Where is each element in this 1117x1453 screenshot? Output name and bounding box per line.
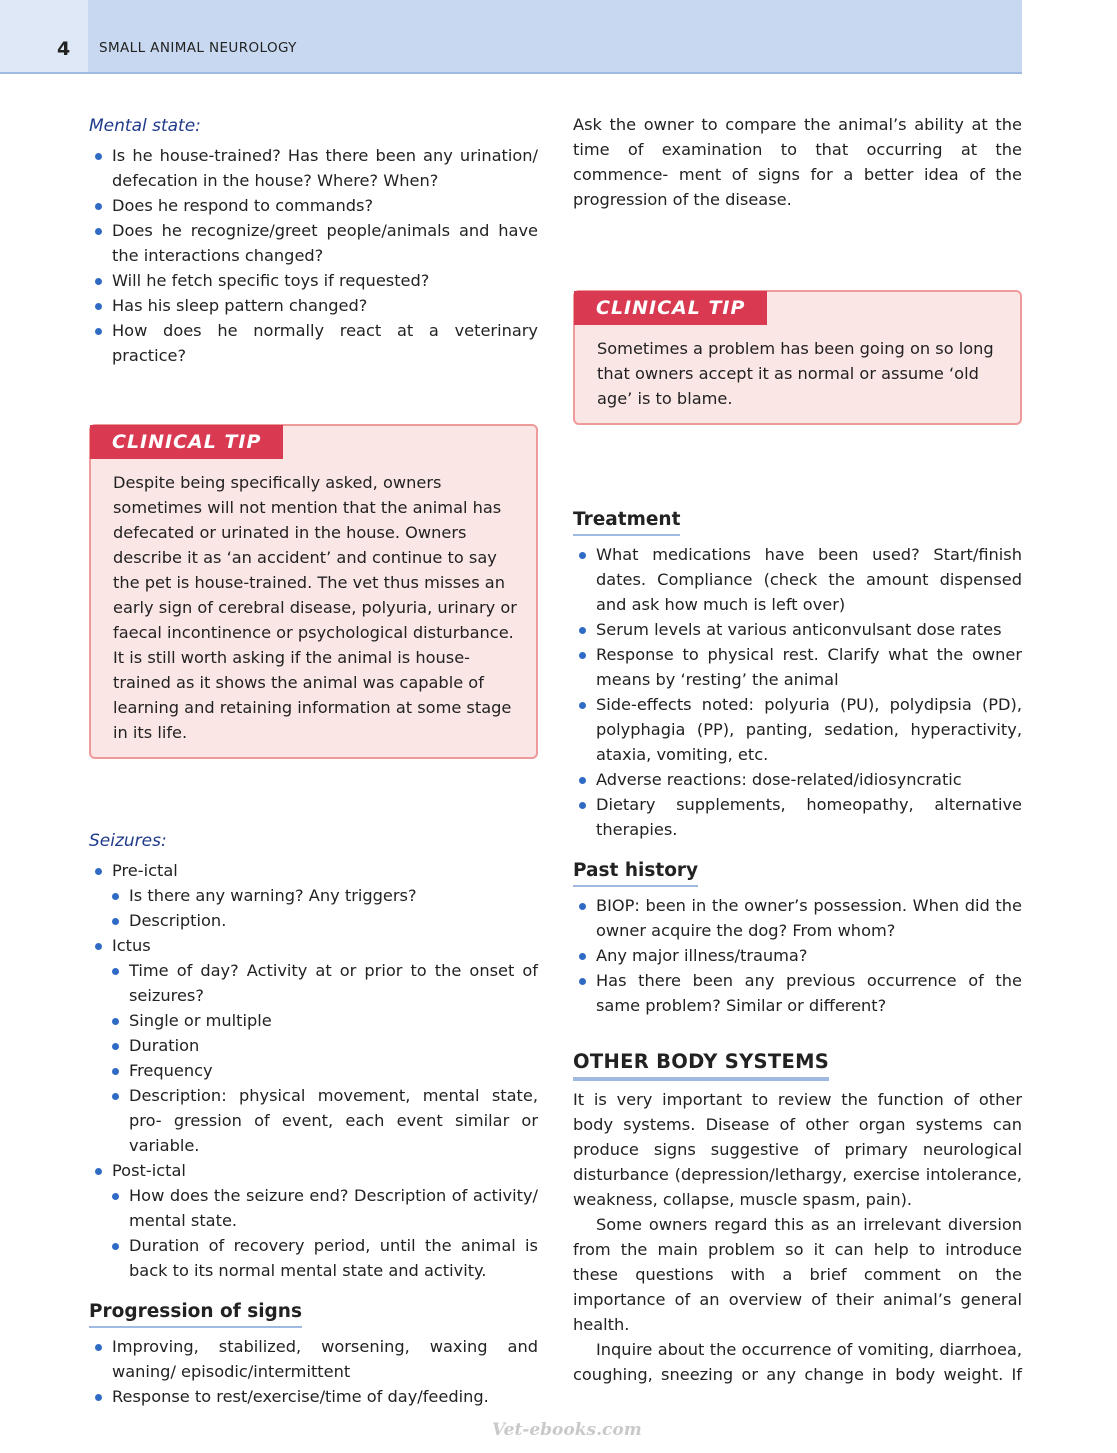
sub-list-item: Time of day? Activity at or prior to the onset of seizures? [89, 958, 538, 1008]
mental-state-list [89, 143, 538, 368]
clinical-tip-box [573, 290, 1022, 425]
progression-list [89, 1334, 538, 1409]
sub-list-item: Frequency [89, 1058, 538, 1083]
page-number: 4 [57, 38, 71, 60]
list-item: Serum levels at various anticonvulsant dose rates [573, 617, 1022, 642]
body-paragraph: It is very important to review the function of other body systems. Disease of other organ systems can produce signs suggestive of primary neurological disturbance (depression/lethargy, exercise intolerance, weakness, collapse, muscle spasm, pain). [573, 1090, 1022, 1209]
sub-list-item: Duration of recovery period, until the animal is back to its normal mental state and activity. [89, 1233, 538, 1283]
progression-section [89, 1299, 538, 1328]
list-item: Improving, stabilized, worsening, waxing and waning/ episodic/intermittent [89, 1334, 538, 1384]
running-head: SMALL ANIMAL NEUROLOGY [99, 40, 297, 56]
treatment-list [573, 542, 1022, 842]
clinical-tip-title: CLINICAL TIP [574, 291, 767, 325]
progression-heading: Progression of signs [89, 1299, 302, 1328]
list-item: Any major illness/trauma? [573, 943, 1022, 968]
past-history-section [573, 858, 1022, 887]
body-paragraph: Inquire about the occurrence of vomiting, diarrhoea, coughing, sneezing or any change in body weight. If [573, 1340, 1022, 1384]
sub-list-item: Duration [89, 1033, 538, 1058]
sub-list-item: Description: physical movement, mental state, pro- gression of event, each event similar or variable. [89, 1083, 538, 1158]
past-history-list [573, 893, 1022, 1018]
list-item: Response to rest/exercise/time of day/feeding. [89, 1384, 538, 1409]
list-item: Adverse reactions: dose-related/idiosyncratic [573, 767, 1022, 792]
list-item: Has there been any previous occurrence of the same problem? Similar or different? [573, 968, 1022, 1018]
seizures-list [89, 858, 538, 1283]
list-item: Will he fetch specific toys if requested? [89, 268, 538, 293]
clinical-tip-box [89, 424, 538, 759]
list-item: What medications have been used? Start/finish dates. Compliance (check the amount dispensed and ask how much is left over) [573, 542, 1022, 617]
sub-list-item: How does the seizure end? Description of activity/ mental state. [89, 1183, 538, 1233]
treatment-heading: Treatment [573, 507, 680, 536]
right-column [573, 112, 1022, 1387]
list-item: Is he house-trained? Has there been any urination/ defecation in the house? Where? When? [89, 143, 538, 193]
list-item: Pre-ictal [89, 858, 538, 883]
other-body-systems-section [573, 1048, 1022, 1081]
list-item: Dietary supplements, homeopathy, alternative therapies. [573, 792, 1022, 842]
clinical-tip-text: Despite being specifically asked, owners sometimes will not mention that the animal has defecated or urinated in the house. Owners describe it as ‘an accident’ and continue to say the pet is house-trained. The vet thus misses an early sign of cerebral disease, polyuria, urinary or faecal incontinence or psychological disturbance. It is still worth asking if the animal is house-trained as it shows the animal was capable of learning and retaining information at some stage in its life. [113, 473, 517, 742]
list-item: Does he respond to commands? [89, 193, 538, 218]
list-item: How does he normally react at a veterinary practice? [89, 318, 538, 368]
page-header [0, 0, 1022, 74]
sub-list-item: Is there any warning? Any triggers? [89, 883, 538, 908]
other-body-systems-heading: OTHER BODY SYSTEMS [573, 1048, 829, 1081]
list-item: Response to physical rest. Clarify what the owner means by ‘resting’ the animal [573, 642, 1022, 692]
clinical-tip-text: Sometimes a problem has been going on so long that owners accept it as normal or assume ‘old age’ is to blame. [597, 339, 994, 408]
list-item: BIOP: been in the owner’s possession. When did the owner acquire the dog? From whom? [573, 893, 1022, 943]
list-item: Ictus [89, 933, 538, 958]
list-item: Post-ictal [89, 1158, 538, 1183]
left-column [89, 112, 538, 1409]
list-item: Has his sleep pattern changed? [89, 293, 538, 318]
seizures-heading: Seizures: [89, 831, 167, 851]
intro-paragraph: Ask the owner to compare the animal’s ability at the time of examination to that occurring at the commence- ment of signs for a better idea of the progression of the disease. [573, 115, 1022, 209]
watermark-logo: Vet-ebooks.com [492, 1420, 642, 1440]
list-item: Does he recognize/greet people/animals and have the interactions changed? [89, 218, 538, 268]
page-number-box [0, 0, 88, 72]
treatment-section [573, 507, 1022, 536]
clinical-tip-title: CLINICAL TIP [90, 425, 283, 459]
mental-state-heading: Mental state: [89, 116, 201, 136]
sub-list-item: Single or multiple [89, 1008, 538, 1033]
past-history-heading: Past history [573, 858, 698, 887]
sub-list-item: Description. [89, 908, 538, 933]
list-item: Side-effects noted: polyuria (PU), polydipsia (PD), polyphagia (PP), panting, sedation, hyperactivity, ataxia, vomiting, etc. [573, 692, 1022, 767]
body-paragraph: Some owners regard this as an irrelevant diversion from the main problem so it can help to introduce these questions with a brief comment on the importance of an overview of their animal’s general health. [573, 1215, 1022, 1334]
